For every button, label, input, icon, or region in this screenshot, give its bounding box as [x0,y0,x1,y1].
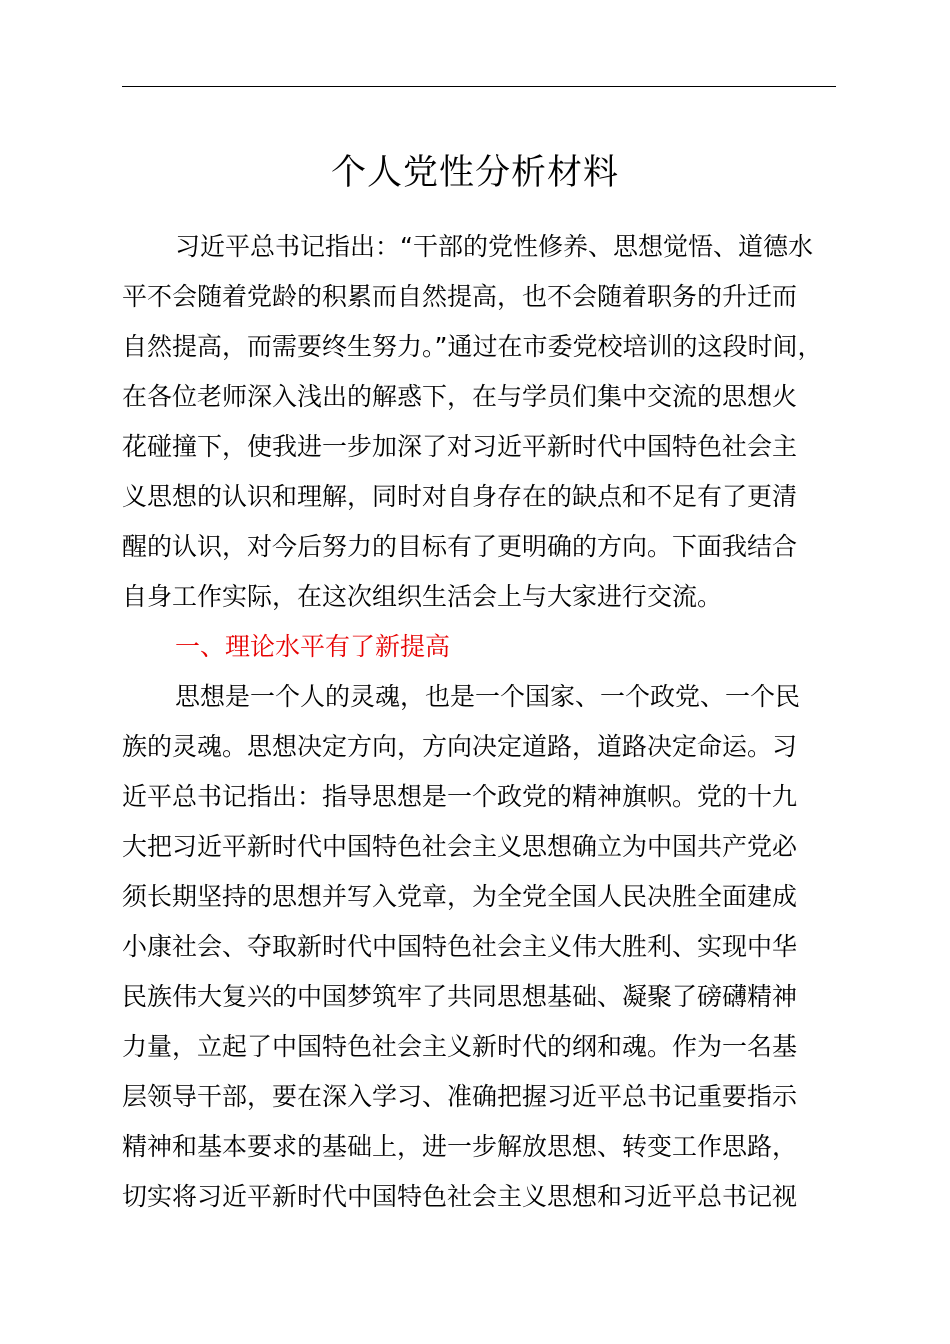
paragraph-line: 花碰撞下，使我进一步加深了对习近平新时代中国特色社会主 [122,432,798,461]
section-heading: 一、理论水平有了新提高 [175,632,451,661]
paragraph-line: 大把习近平新时代中国特色社会主义思想确立为中国共产党必 [122,832,798,861]
paragraph-line: 义思想的认识和理解，同时对自身存在的缺点和不足有了更清 [122,482,798,511]
section-1 [122,622,862,672]
paragraph-line: 自身工作实际，在这次组织生活会上与大家进行交流。 [122,582,723,611]
paragraph-intro [122,222,862,622]
paragraph-line: 小康社会、夺取新时代中国特色社会主义伟大胜利、实现中华 [122,932,798,961]
paragraph-line: 在各位老师深入浅出的解惑下，在与学员们集中交流的思想火 [122,382,798,411]
paragraph-line: 层领导干部，要在深入学习、准确把握习近平总书记重要指示 [122,1082,798,1111]
paragraph-line: 切实将习近平新时代中国特色社会主义思想和习近平总书记视 [122,1182,798,1211]
paragraph-section-1 [122,672,862,1222]
paragraph-line: 思想是一个人的灵魂，也是一个国家、一个政党、一个民 [175,682,801,711]
paragraph-line: 近平总书记指出：指导思想是一个政党的精神旗帜。党的十九 [122,782,798,811]
paragraph-line: 精神和基本要求的基础上，进一步解放思想、转变工作思路， [122,1132,798,1161]
paragraph-line: 民族伟大复兴的中国梦筑牢了共同思想基础、凝聚了磅礴精神 [122,982,798,1011]
paragraph-line: 醒的认识，对今后努力的目标有了更明确的方向。下面我结合 [122,532,798,561]
paragraph-line: 平不会随着党龄的积累而自然提高，也不会随着职务的升迁而 [122,282,798,311]
header-rule [122,86,836,87]
document-title: 个人党性分析材料 [330,153,619,193]
paragraph-line: 自然提高，而需要终生努力。”通过在市委党校培训的这段时间， [122,332,823,361]
paragraph-line: 须长期坚持的思想并写入党章，为全党全国人民决胜全面建成 [122,882,798,911]
paragraph-line: 习近平总书记指出：“干部的党性修养、思想觉悟、道德水 [175,232,813,261]
paragraph-line: 族的灵魂。思想决定方向，方向决定道路，道路决定命运。习 [122,732,798,761]
paragraph-line: 力量，立起了中国特色社会主义新时代的纲和魂。作为一名基 [122,1032,798,1061]
